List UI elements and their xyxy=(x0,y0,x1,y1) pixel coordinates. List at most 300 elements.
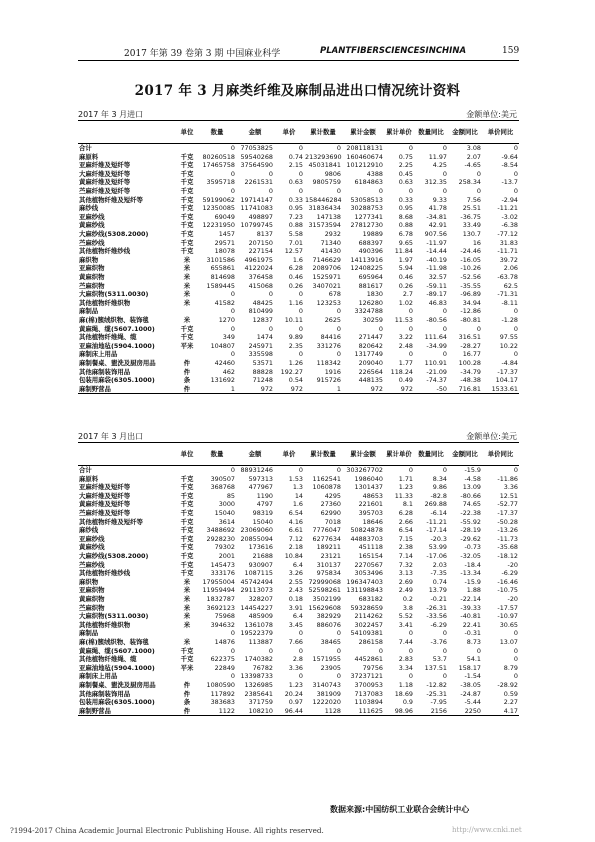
unit-cell: 千克 xyxy=(180,152,194,161)
value-cell: 0 xyxy=(513,655,518,664)
table-row xyxy=(78,655,519,664)
item-name-cell: 麻制餐桌、盥洗及厨房用品 xyxy=(79,680,156,689)
unit-cell: 米 xyxy=(183,273,191,281)
value-cell: 0 xyxy=(378,646,383,655)
column-header: 金额 xyxy=(248,127,262,136)
unit-cell: 千克 xyxy=(180,169,194,178)
export-unit-note: 金额单位:美元 xyxy=(466,432,517,441)
value-cell: -34.99 xyxy=(426,341,447,350)
item-name-cell: 黄麻绳、缆(5607.1000) xyxy=(79,646,155,655)
value-cell: -34.81 xyxy=(426,212,447,221)
value-cell: 0 xyxy=(476,187,481,196)
value-cell: 137.51 xyxy=(424,663,447,672)
item-name-cell: 其他植物纤维绳、缆 xyxy=(79,333,137,342)
value-cell: 42.91 xyxy=(428,221,447,230)
unit-cell: 千克 xyxy=(180,646,194,655)
table-row xyxy=(78,466,519,475)
value-cell: 0.33 xyxy=(288,195,303,204)
page-number: 159 xyxy=(502,46,520,56)
table-row xyxy=(78,629,519,638)
item-name-cell: 麻(棉)簇绒织物、装饰毯 xyxy=(79,315,149,324)
unit-cell: 米 xyxy=(183,612,191,621)
value-cell: 2385641 xyxy=(244,689,273,698)
value-cell: 1474 xyxy=(256,333,273,342)
value-cell: 0 xyxy=(230,629,235,638)
value-cell: 7776047 xyxy=(312,526,341,535)
value-cell: 101212910 xyxy=(346,161,383,170)
value-cell: -24.46 xyxy=(460,247,481,256)
value-cell: 1122 xyxy=(218,706,235,715)
table-row xyxy=(78,681,519,690)
value-cell: 2.55 xyxy=(288,577,303,586)
value-cell: 0.95 xyxy=(288,204,303,213)
unit-cell xyxy=(176,350,198,359)
value-cell: 30288753 xyxy=(350,204,383,213)
value-cell: 1.88 xyxy=(466,586,481,595)
value-cell: 62990 xyxy=(320,509,341,518)
value-cell: 23121 xyxy=(320,552,341,561)
value-cell: -40.81 xyxy=(460,612,481,621)
unit-cell: 千克 xyxy=(180,569,194,578)
value-cell: -82.8 xyxy=(430,491,447,500)
value-cell: -71.31 xyxy=(497,290,518,299)
value-cell: 32.57 xyxy=(428,273,447,281)
value-cell: 0 xyxy=(442,144,447,153)
value-cell: 59540268 xyxy=(240,152,273,161)
item-name-cell: 黄麻纱线 xyxy=(79,543,105,552)
value-cell: -4.65 xyxy=(464,161,481,170)
cnki-url: http://www.cnki.net xyxy=(452,826,522,834)
value-cell: 0 xyxy=(408,672,413,681)
unit-cell: 千克 xyxy=(180,238,194,247)
value-cell: 6.28 xyxy=(288,264,303,273)
value-cell: 0 xyxy=(268,187,273,196)
value-cell: 0 xyxy=(336,466,341,475)
value-cell: 312.35 xyxy=(424,178,447,187)
table-row xyxy=(78,638,519,647)
value-cell: 227154 xyxy=(248,247,273,256)
value-cell: 4295 xyxy=(324,491,341,500)
value-cell: 10799745 xyxy=(240,221,273,230)
item-name-cell: 其他植物纤维纱线 xyxy=(79,247,131,256)
value-cell: 451118 xyxy=(358,543,383,552)
value-cell: -0.31 xyxy=(464,629,481,638)
value-cell: 3.34 xyxy=(398,663,413,672)
value-cell: 2.35 xyxy=(288,341,303,350)
value-cell: 13398733 xyxy=(240,672,273,681)
value-cell: 11.84 xyxy=(394,247,413,256)
table-row xyxy=(78,707,519,716)
unit-cell: 米 xyxy=(183,603,191,612)
column-header: 数量 xyxy=(210,127,224,136)
unit-cell: 条 xyxy=(183,376,191,385)
value-cell: 0 xyxy=(268,646,273,655)
value-cell: 31.83 xyxy=(499,238,518,247)
value-cell: -52.77 xyxy=(497,500,518,509)
value-cell: 59328659 xyxy=(350,603,383,612)
value-cell: -6.29 xyxy=(501,569,518,578)
value-cell: 0.88 xyxy=(398,221,413,230)
value-cell: -59.11 xyxy=(426,281,447,290)
item-name-cell: 其他植物纤维及短纤等 xyxy=(79,517,143,526)
value-cell: 3502199 xyxy=(312,595,341,603)
table-row xyxy=(78,509,519,518)
value-cell: 3595718 xyxy=(206,178,235,187)
value-cell: 8.68 xyxy=(398,212,413,221)
item-name-cell: 大麻纤维及短纤等 xyxy=(79,491,131,500)
item-name-cell: 亚麻纱线 xyxy=(79,212,105,221)
value-cell: 54109381 xyxy=(350,629,383,638)
unit-cell: 千克 xyxy=(180,491,194,500)
value-cell: 74.65 xyxy=(462,500,481,509)
value-cell: 80260518 xyxy=(202,152,235,161)
value-cell: -89.17 xyxy=(426,290,447,299)
value-cell: 4.17 xyxy=(503,706,518,715)
value-cell: 11959494 xyxy=(202,586,235,595)
import-unit-note: 金额单位:美元 xyxy=(466,110,517,119)
value-cell: 0 xyxy=(513,646,518,655)
value-cell: 4388 xyxy=(366,169,383,178)
value-cell: 2.27 xyxy=(503,698,518,707)
table-row xyxy=(78,604,519,613)
value-cell: 0.59 xyxy=(503,689,518,698)
value-cell: 113887 xyxy=(248,637,273,646)
value-cell: 18078 xyxy=(214,247,235,256)
value-cell: 2.07 xyxy=(466,152,481,161)
unit-cell: 千克 xyxy=(180,509,194,518)
value-cell: 0.2 xyxy=(402,595,413,603)
value-cell: 328207 xyxy=(248,595,273,603)
value-cell: 88828 xyxy=(252,367,273,376)
value-cell: 597313 xyxy=(248,474,273,483)
unit-cell: 千克 xyxy=(180,204,194,213)
item-name-cell: 麻纱线 xyxy=(79,204,99,213)
item-name-cell: 麻制品 xyxy=(79,629,99,638)
column-header: 单位 xyxy=(180,127,194,136)
item-name-cell: 亚麻纤维及短纤等 xyxy=(79,161,131,170)
value-cell: 11.97 xyxy=(428,152,447,161)
value-cell: 316.51 xyxy=(458,333,481,342)
value-cell: 0 xyxy=(442,466,447,475)
value-cell: 0 xyxy=(298,466,303,475)
value-cell: 209040 xyxy=(358,358,383,367)
value-cell: -36.75 xyxy=(460,212,481,221)
value-cell: 498897 xyxy=(248,212,273,221)
value-cell: 118342 xyxy=(316,358,341,367)
value-cell: 2.66 xyxy=(398,517,413,526)
value-cell: 1301437 xyxy=(354,483,383,492)
value-cell: 1916 xyxy=(324,367,341,376)
item-name-cell: 麻制野营品 xyxy=(79,384,111,393)
item-name-cell: 其他麻制装饰用品 xyxy=(79,689,131,698)
unit-cell: 米 xyxy=(183,595,191,603)
table-row xyxy=(78,526,519,535)
column-header: 金额同比 xyxy=(452,449,478,458)
value-cell: -21.09 xyxy=(426,367,447,376)
value-cell: 655861 xyxy=(210,264,235,273)
item-name-cell: 大麻纤维及短纤等 xyxy=(79,169,131,178)
value-cell: 97.55 xyxy=(499,333,518,342)
value-cell: 2.03 xyxy=(432,560,447,569)
value-cell: 9805759 xyxy=(312,178,341,187)
value-cell: 1986040 xyxy=(354,474,383,483)
item-name-cell: 其他植物纤维纱线 xyxy=(79,569,131,578)
table-row xyxy=(78,543,519,552)
page-title: 2017 年 3 月麻类纤维及麻制品进出口情况统计资料 xyxy=(134,83,461,99)
item-name-cell: 其他植物纤维织物 xyxy=(79,620,131,629)
value-cell: 9.65 xyxy=(398,238,413,247)
item-name-cell: 大麻织物(5311.0030) xyxy=(79,612,149,621)
value-cell: 8.34 xyxy=(432,474,447,483)
value-cell: 688397 xyxy=(358,238,383,247)
table-row xyxy=(78,196,519,205)
value-cell: 145473 xyxy=(210,560,235,569)
unit-cell: 千克 xyxy=(180,230,194,239)
value-cell: 0 xyxy=(268,324,273,333)
value-cell: 22849 xyxy=(214,663,235,672)
value-cell: 9.89 xyxy=(288,333,303,342)
value-cell: -20 xyxy=(507,595,518,603)
value-cell: 41430 xyxy=(320,247,341,256)
value-cell: 15040 xyxy=(214,509,235,518)
value-cell: 12350085 xyxy=(202,204,235,213)
value-cell: 4961975 xyxy=(244,255,273,264)
item-name-cell: 苎麻纤维及短纤等 xyxy=(79,509,131,518)
value-cell: 12837 xyxy=(252,315,273,324)
value-cell: -17.06 xyxy=(426,552,447,561)
value-cell: 2625 xyxy=(324,315,341,324)
unit-cell: 件 xyxy=(183,706,191,715)
value-cell: 165154 xyxy=(358,552,383,561)
value-cell: -11.86 xyxy=(497,474,518,483)
value-cell: 38465 xyxy=(320,637,341,646)
value-cell: 12.57 xyxy=(284,247,303,256)
value-cell: -17.57 xyxy=(497,603,518,612)
value-cell: 2.38 xyxy=(398,543,413,552)
value-cell: 39.72 xyxy=(499,255,518,264)
value-cell: 0 xyxy=(476,646,481,655)
value-cell: -96.89 xyxy=(460,290,481,299)
value-cell: 0 xyxy=(408,187,413,196)
value-cell: 98.96 xyxy=(394,706,413,715)
value-cell: 695964 xyxy=(358,273,383,281)
value-cell: 1.3 xyxy=(292,483,303,492)
column-header: 数量同比 xyxy=(418,127,444,136)
value-cell: -34.79 xyxy=(460,367,481,376)
value-cell: 126280 xyxy=(358,298,383,307)
unit-cell xyxy=(176,629,198,638)
value-cell: 2250 xyxy=(464,706,481,715)
value-cell: -40.19 xyxy=(426,255,447,264)
value-cell: 972 xyxy=(290,384,303,393)
value-cell: -4.84 xyxy=(501,358,518,367)
value-cell: 0 xyxy=(442,350,447,359)
value-cell: 286158 xyxy=(358,637,383,646)
value-cell: 3.13 xyxy=(398,569,413,578)
table-row xyxy=(78,239,519,248)
value-cell: 11741083 xyxy=(240,204,273,213)
value-cell: 0 xyxy=(298,169,303,178)
column-header xyxy=(78,443,176,466)
value-cell: 0.97 xyxy=(288,698,303,707)
value-cell: 2261531 xyxy=(244,178,273,187)
export-header-row xyxy=(78,443,519,466)
item-name-cell: 其他植物纤维及短纤等 xyxy=(79,195,143,204)
value-cell: 118.24 xyxy=(390,367,413,376)
value-cell: 31836434 xyxy=(308,204,341,213)
value-cell: 44883703 xyxy=(350,534,383,543)
item-name-cell: 亚麻纤维及短纤等 xyxy=(79,483,131,492)
value-cell: 14 xyxy=(294,491,303,500)
value-cell: 208118131 xyxy=(346,144,383,153)
value-cell: -14.44 xyxy=(426,247,447,256)
value-cell: 72999068 xyxy=(308,577,341,586)
value-cell: 3101586 xyxy=(206,255,235,264)
value-cell: -12.82 xyxy=(426,680,447,689)
value-cell: 331276 xyxy=(316,341,341,350)
value-cell: 972 xyxy=(370,384,383,393)
unit-cell: 千克 xyxy=(180,500,194,509)
value-cell: 53.7 xyxy=(432,655,447,664)
value-cell: 2.18 xyxy=(288,543,303,552)
table-row xyxy=(78,213,519,222)
value-cell: -20.3 xyxy=(430,534,447,543)
value-cell: 2.06 xyxy=(503,264,518,273)
column-header: 单价同比 xyxy=(487,127,514,136)
value-cell: 46.83 xyxy=(428,298,447,307)
table-row xyxy=(78,586,519,595)
value-cell: 0 xyxy=(408,350,413,359)
item-name-cell: 麻制品 xyxy=(79,307,99,316)
value-cell: 0.18 xyxy=(288,595,303,603)
value-cell: 1.6 xyxy=(292,255,303,264)
value-cell: 12408225 xyxy=(350,264,383,273)
unit-cell: 千克 xyxy=(180,474,194,483)
value-cell: 18646 xyxy=(362,517,383,526)
value-cell: 335598 xyxy=(248,350,273,359)
value-cell: 6.78 xyxy=(398,230,413,239)
value-cell: 0 xyxy=(230,187,235,196)
unit-cell: 千克 xyxy=(180,324,194,333)
value-cell: 10.11 xyxy=(284,315,303,324)
value-cell: 3053496 xyxy=(354,569,383,578)
value-cell: 1222020 xyxy=(312,698,341,707)
value-cell: -35.68 xyxy=(497,543,518,552)
value-cell: -11.97 xyxy=(426,238,447,247)
value-cell: -18.4 xyxy=(464,560,481,569)
value-cell: -10.26 xyxy=(460,264,481,273)
unit-cell: 米 xyxy=(183,298,191,307)
unit-cell xyxy=(176,466,198,475)
table-row xyxy=(78,144,519,153)
value-cell: -11.21 xyxy=(497,204,518,213)
unit-cell: 千克 xyxy=(180,221,194,230)
value-cell: 0.46 xyxy=(398,273,413,281)
unit-cell xyxy=(176,144,198,153)
value-cell: 71340 xyxy=(320,238,341,247)
value-cell: 104807 xyxy=(210,341,235,350)
value-cell: 1457 xyxy=(218,230,235,239)
value-cell: 0 xyxy=(230,350,235,359)
value-cell: 1162541 xyxy=(312,474,341,483)
value-cell: 7.23 xyxy=(288,212,303,221)
table-row xyxy=(78,518,519,527)
value-cell: 0 xyxy=(442,629,447,638)
value-cell: 382929 xyxy=(316,612,341,621)
value-cell: 88931246 xyxy=(240,466,273,475)
value-cell: 7.01 xyxy=(288,238,303,247)
item-name-cell: 麻制野营品 xyxy=(79,706,111,715)
value-cell: 0 xyxy=(408,466,413,475)
table-row xyxy=(78,552,519,561)
table-row xyxy=(78,170,519,179)
value-cell: 117892 xyxy=(210,689,235,698)
value-cell: 371759 xyxy=(248,698,273,707)
column-header: 累计单价 xyxy=(386,127,412,136)
value-cell: 75968 xyxy=(214,612,235,621)
value-cell: -12.86 xyxy=(460,307,481,316)
value-cell: 6.54 xyxy=(398,526,413,535)
value-cell: 16 xyxy=(472,238,481,247)
value-cell: 0 xyxy=(408,324,413,333)
value-cell: 310137 xyxy=(316,560,341,569)
value-cell: 131692 xyxy=(210,376,235,385)
value-cell: 7.32 xyxy=(398,560,413,569)
value-cell: -33.56 xyxy=(426,612,447,621)
unit-cell: 千克 xyxy=(180,543,194,552)
value-cell: -80.66 xyxy=(460,491,481,500)
unit-cell: 千克 xyxy=(180,483,194,492)
table-row xyxy=(78,367,519,376)
value-cell: -0.21 xyxy=(430,595,447,603)
value-cell: 30259 xyxy=(362,315,383,324)
value-cell: 7018 xyxy=(324,517,341,526)
item-name-cell: 合计 xyxy=(79,466,92,475)
value-cell: -13.7 xyxy=(501,178,518,187)
value-cell: 20.24 xyxy=(284,689,303,698)
value-cell: 915726 xyxy=(316,376,341,385)
value-cell: 3692123 xyxy=(206,603,235,612)
value-cell: -28.27 xyxy=(460,341,481,350)
value-cell: 10.22 xyxy=(499,341,518,350)
item-name-cell: 合计 xyxy=(79,144,92,153)
value-cell: 820642 xyxy=(358,341,383,350)
value-cell: 390507 xyxy=(210,474,235,483)
value-cell: 0 xyxy=(336,307,341,316)
value-cell: 18.69 xyxy=(394,689,413,698)
table-row xyxy=(78,264,519,273)
table-row xyxy=(78,230,519,239)
value-cell: 85 xyxy=(226,491,235,500)
value-cell: -28.92 xyxy=(497,680,518,689)
value-cell: 1317749 xyxy=(354,350,383,359)
value-cell: 79302 xyxy=(214,543,235,552)
running-header xyxy=(0,44,595,58)
value-cell: 0.46 xyxy=(288,273,303,281)
value-cell: 53.99 xyxy=(428,543,447,552)
unit-cell: 件 xyxy=(183,358,191,367)
value-cell: 0 xyxy=(476,324,481,333)
value-cell: 45031841 xyxy=(308,161,341,170)
unit-cell: 件 xyxy=(183,689,191,698)
value-cell: 53058513 xyxy=(350,195,383,204)
value-cell: 2928230 xyxy=(206,534,235,543)
value-cell: 98319 xyxy=(252,509,273,518)
value-cell: 303267702 xyxy=(346,466,383,475)
table-row xyxy=(78,342,519,351)
value-cell: 96.44 xyxy=(284,706,303,715)
value-cell: 1830 xyxy=(366,290,383,299)
